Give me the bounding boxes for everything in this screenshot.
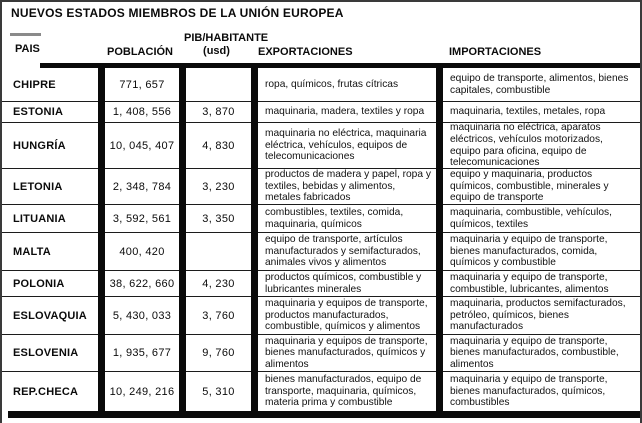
table-row-pais-cell: ESTONIA — [2, 101, 98, 122]
pib-header-line2: (usd) — [203, 45, 230, 57]
table-row-importaciones-cell: maquinaria no eléctrica, aparatos eléctricos, vehículos motorizados, equipo para oficina, equipo de telecomunicaciones — [443, 122, 640, 168]
table-row-pib-cell: 3, 760 — [186, 296, 251, 334]
column-header-poblacion: POBLACIÓN — [107, 46, 173, 58]
table-row-poblacion-cell: 3, 592, 561 — [105, 204, 179, 232]
table-row-pib-cell: 3, 870 — [186, 101, 251, 122]
table-row-pais-cell: ESLOVAQUIA — [2, 296, 98, 334]
table-row-poblacion-cell: 10, 249, 216 — [105, 371, 179, 411]
table-row-exportaciones-cell: maquinaria y equipos de transporte, productos manufacturados, combustible, químicos y alimentos — [258, 296, 436, 334]
table-row-poblacion-cell: 10, 045, 407 — [105, 122, 179, 168]
table-row-pais-cell: HUNGRÍA — [2, 122, 98, 168]
table-row-importaciones-cell: maquinaria y equipo de transporte, bienes manufacturados, comida, químicos y combustible — [443, 232, 640, 270]
pais-header-rule — [10, 33, 41, 36]
table-row-pib-cell: 3, 350 — [186, 204, 251, 232]
table-row-pais-cell: LETONIA — [2, 168, 98, 204]
table-row-importaciones-cell: maquinaria, textiles, metales, ropa — [443, 101, 640, 122]
table-row-pib-cell: 4, 830 — [186, 122, 251, 168]
table-row-importaciones-cell: maquinaria, productos semifacturados, petróleo, químicos, bienes manufacturados — [443, 296, 640, 334]
table-row-pais-cell: CHIPRE — [2, 68, 98, 101]
table-row-importaciones-cell: equipo y maquinaria, productos químicos, combustible, minerales y equipo de transporte — [443, 168, 640, 204]
column-header-pais: PAIS — [15, 43, 40, 55]
table-row-importaciones-cell: maquinaria y equipo de transporte, bienes manufacturados, químicos, combustibles — [443, 371, 640, 411]
table-row-pib-cell — [186, 232, 251, 270]
bottom-rule-thick — [8, 411, 640, 418]
table-row-poblacion-cell: 1, 935, 677 — [105, 334, 179, 371]
table-row-pib-cell: 3, 230 — [186, 168, 251, 204]
table-row-poblacion-cell: 5, 430, 033 — [105, 296, 179, 334]
table-row-importaciones-cell: equipo de transporte, alimentos, bienes capitales, combustible — [443, 68, 640, 101]
table-body — [2, 68, 640, 411]
table-row-pais-cell: POLONIA — [2, 270, 98, 296]
table-row-poblacion-cell: 1, 408, 556 — [105, 101, 179, 122]
table-row-pais-cell: LITUANIA — [2, 204, 98, 232]
pib-header-line1: PIB/HABITANTE — [184, 32, 269, 44]
table-row-pib-cell — [186, 68, 251, 101]
column-divider — [251, 68, 258, 411]
table-row-pais-cell: MALTA — [2, 232, 98, 270]
table-row-exportaciones-cell: combustibles, textiles, comida, maquinaria, químicos — [258, 204, 436, 232]
table-row-poblacion-cell: 400, 420 — [105, 232, 179, 270]
table-row-exportaciones-cell: productos de madera y papel, ropa y textiles, bebidas y alimentos, metales fabricados — [258, 168, 436, 204]
table-row-exportaciones-cell: productos químicos, combustible y lubricantes minerales — [258, 270, 436, 296]
table-row-pais-cell: REP.CHECA — [2, 371, 98, 411]
table-row-exportaciones-cell: maquinaria y equipos de transporte, bienes manufacturados, químicos y alimentos — [258, 334, 436, 371]
table-row-poblacion-cell: 2, 348, 784 — [105, 168, 179, 204]
table-row-exportaciones-cell: maquinaria no eléctrica, maquinaria eléctrica, vehículos, equipos de telecomunicaciones — [258, 122, 436, 168]
table-row-importaciones-cell: maquinaria y equipo de transporte, combustible, lubricantes, alimentos — [443, 270, 640, 296]
table-row-poblacion-cell: 771, 657 — [105, 68, 179, 101]
table-row-exportaciones-cell: ropa, químicos, frutas cítricas — [258, 68, 436, 101]
table-row-pib-cell: 4, 230 — [186, 270, 251, 296]
table-row-exportaciones-cell: equipo de transporte, artículos manufacturados y semifacturados, animales vivos y alimentos — [258, 232, 436, 270]
table-row-poblacion-cell: 38, 622, 660 — [105, 270, 179, 296]
page-title: NUEVOS ESTADOS MIEMBROS DE LA UNIÓN EUROPEA — [11, 6, 344, 20]
column-header-exportaciones: EXPORTACIONES — [258, 46, 353, 58]
table-row-importaciones-cell: maquinaria y equipo de transporte, bienes manufacturados, combustible, alimentos — [443, 334, 640, 371]
table-row-exportaciones-cell: bienes manufacturados, equipo de transporte, maquinaria, químicos, materia prima y combustible — [258, 371, 436, 411]
table-row-exportaciones-cell: maquinaria, madera, textiles y ropa — [258, 101, 436, 122]
column-header-pib — [184, 32, 269, 58]
table-row-pib-cell: 5, 310 — [186, 371, 251, 411]
column-divider — [179, 68, 186, 411]
column-header-importaciones: IMPORTACIONES — [449, 46, 542, 58]
table-row-pais-cell: ESLOVENIA — [2, 334, 98, 371]
column-divider — [436, 68, 443, 411]
table-row-importaciones-cell: maquinaria, combustible, vehículos, químicos, textiles — [443, 204, 640, 232]
column-divider — [98, 68, 105, 411]
table-row-pib-cell: 9, 760 — [186, 334, 251, 371]
